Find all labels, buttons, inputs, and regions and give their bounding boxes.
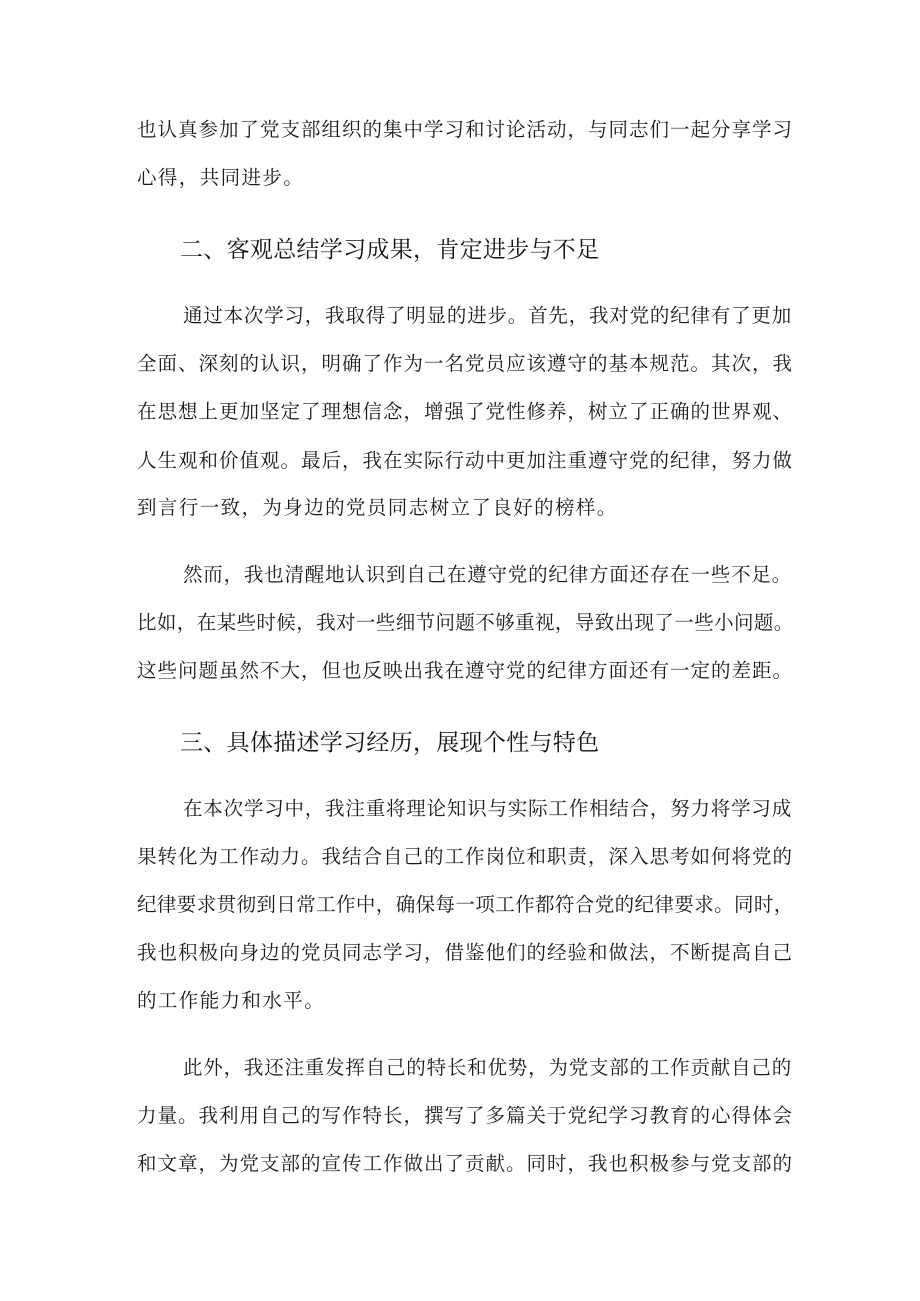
section-2-para-1-line-2: 全面、深刻的认识，明确了作为一名党员应该遵守的基本规范。其次，我: [137, 352, 794, 375]
section-2-para-1-line-4: 人生观和价值观。最后，我在实际行动中更加注重遵守党的纪律，努力做: [137, 449, 794, 472]
section-2-para-2-line-1: 然而，我也清醒地认识到自己在遵守党的纪律方面还存在一些不足。: [183, 563, 793, 586]
section-3-para-1-line-3: 纪律要求贯彻到日常工作中，确保每一项工作都符合党的纪律要求。同时，: [137, 893, 794, 916]
section-2-heading: 二、客观总结学习成果，肯定进步与不足: [180, 237, 600, 263]
section-3-para-1-line-4: 我也积极向身边的党员同志学习，借鉴他们的经验和做法，不断提高自己: [137, 941, 794, 964]
section-3-para-2-line-1: 此外，我还注重发挥自己的特长和优势，为党支部的工作贡献自己的: [183, 1056, 793, 1079]
section-2-para-2-line-3: 这些问题虽然不大，但也反映出我在遵守党的纪律方面还有一定的差距。: [137, 659, 794, 682]
section-3-para-1-line-1: 在本次学习中，我注重将理论知识与实际工作相结合，努力将学习成: [183, 797, 793, 820]
section-3-heading: 三、具体描述学习经历，展现个性与特色: [180, 730, 600, 756]
section-2-para-2-line-2: 比如，在某些时候，我对一些细节问题不够重视，导致出现了一些小问题。: [137, 611, 794, 634]
section-2-para-1-line-1: 通过本次学习，我取得了明显的进步。首先，我对党的纪律有了更加: [183, 304, 793, 327]
section-3-para-1-line-2: 果转化为工作动力。我结合自己的工作岗位和职责，深入思考如何将党的: [137, 845, 794, 868]
section-3-para-2-line-3: 和文章，为党支部的宣传工作做出了贡献。同时，我也积极参与党支部的: [137, 1152, 794, 1175]
section-2-para-1-line-3: 在思想上更加坚定了理想信念，增强了党性修养，树立了正确的世界观、: [137, 400, 794, 423]
intro-line-2: 心得，共同进步。: [137, 166, 305, 189]
section-2-para-1-line-5: 到言行一致，为身边的党员同志树立了良好的榜样。: [137, 496, 618, 519]
intro-line-1: 也认真参加了党支部组织的集中学习和讨论活动，与同志们一起分享学习: [137, 118, 794, 141]
section-3-para-2-line-2: 力量。我利用自己的写作特长，撰写了多篇关于党纪学习教育的心得体会: [137, 1104, 794, 1127]
section-3-para-1-line-5: 的工作能力和水平。: [137, 989, 326, 1012]
